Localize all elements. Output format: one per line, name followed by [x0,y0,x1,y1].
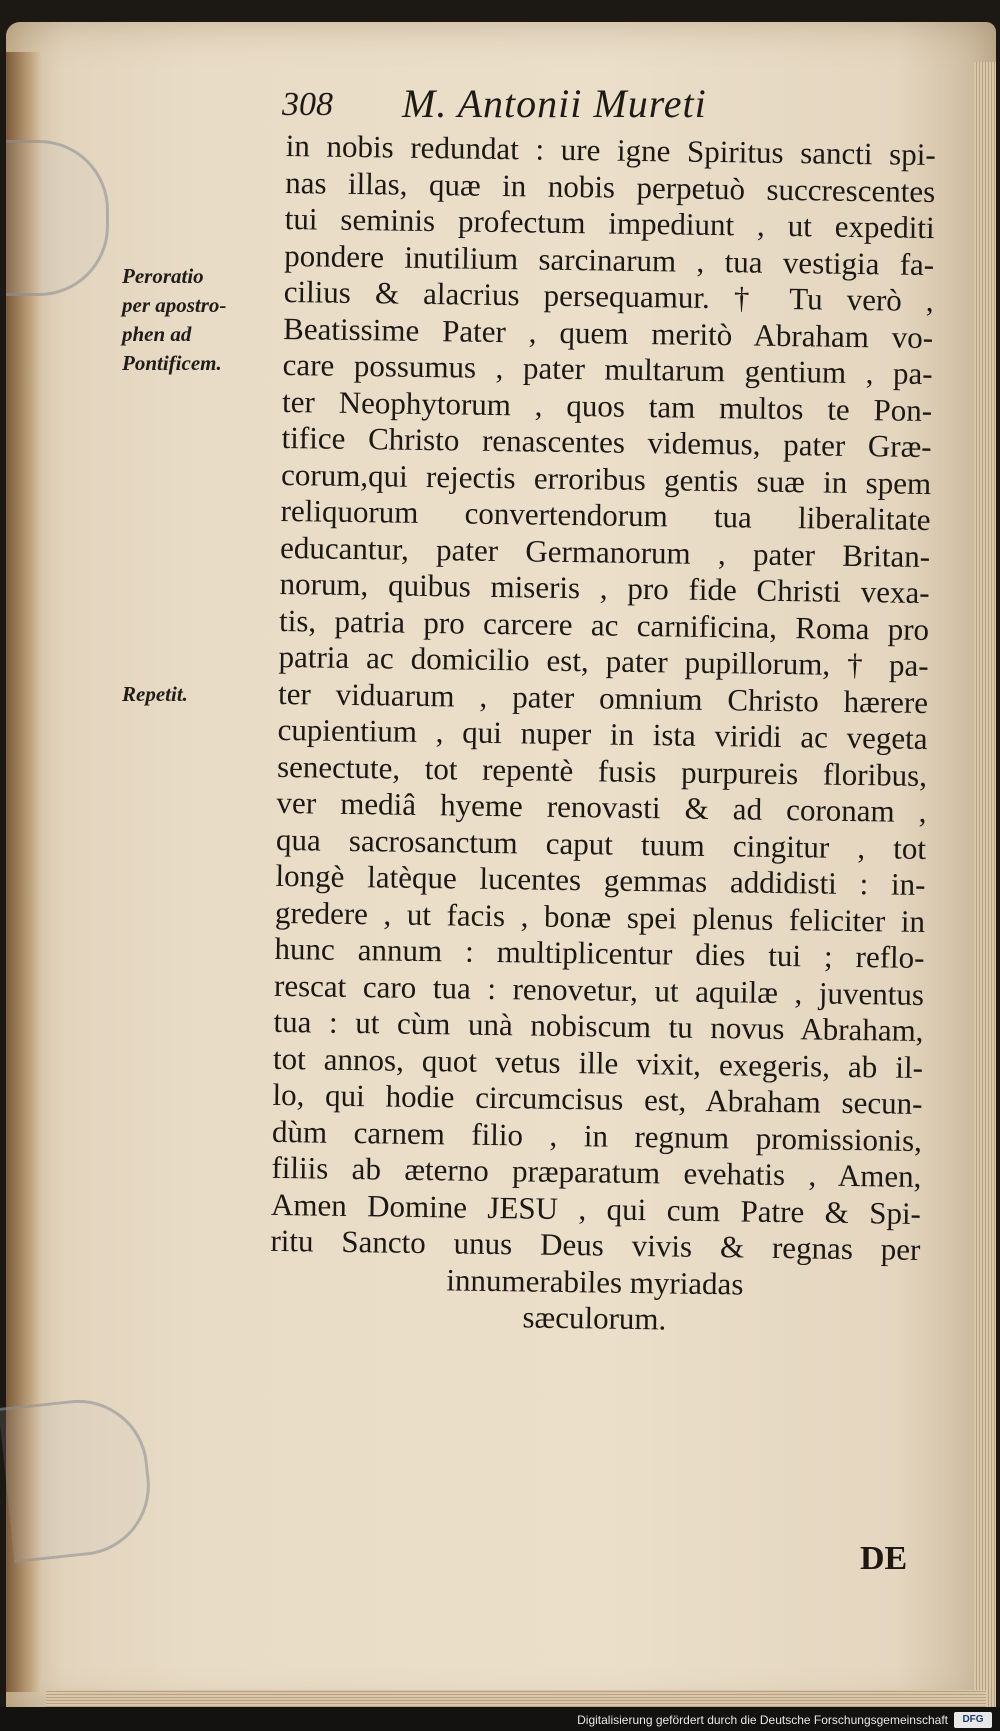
marginal-line: Pontificem. [122,351,222,375]
text-line: ritu Sancto unus Deus vivis & regnas per [270,1222,921,1267]
page-edge-right [974,62,996,1722]
text-line: care possumus , pater multarum gentium , pa- [282,346,933,392]
page-header [282,80,802,130]
text-line: tis, patria pro carcere ac carnificina, Roma pro [278,602,930,647]
text-line: cupientium , qui nuper in ista viridi ac vegeta [277,711,928,757]
text-line: longè latèque lucentes gemmas addidisti : in- [275,857,926,903]
text-line: reliquorum convertendorum tua liberalitate [280,492,931,538]
footer-credit: Digitalisierung gefördert durch die Deutsche Forschungsgemeinschaft [577,1713,948,1727]
text-line: nas illas, quæ in nobis perpetuò succrescentes [285,164,936,209]
dfg-logo: DFG [954,1712,992,1728]
text-line: lo, qui hodie circumcisus est, Abraham secun- [272,1076,923,1121]
page-clip-top [6,140,109,296]
text-line: qua sacrosanctum caput tuum cingitur , tot [275,821,927,866]
text-line: innumerabiles myriadas [446,1261,744,1301]
text-line: tua : ut cùm unà nobiscum tu novus Abraham, [273,1003,924,1048]
catchword: DE [860,1540,908,1577]
text-line: filiis ab æterno præparatum evehatis , Amen, [271,1149,922,1194]
page-number: 308 [282,86,333,123]
text-line: tui seminis profectum impediunt , ut expediti [284,200,935,246]
marginal-line: Repetit. [122,682,188,706]
text-line: educantur, pater Germanorum , pater Britan- [279,529,931,574]
text-line: tifice Christo renascentes videmus, pater Græ- [281,419,932,465]
footer-bar [0,1707,1000,1731]
text-line: norum, quibus miseris , pro fide Christi vexa- [279,565,930,611]
text-line: rescat caro tua : renovetur, ut aquilæ , juventus [273,967,925,1012]
page-clip-bottom [0,1393,157,1563]
text-line: Beatissime Pater , quem meritò Abraham vo- [282,310,934,355]
text-line: ter Neophytorum , quos tam multos te Pon- [281,383,933,428]
text-line: patria ac domicilio est, pater pupillorum, † pa- [278,638,929,684]
text-line: dùm carnem filio , in regnum promissionis, [271,1113,923,1158]
text-line: hunc annum : multiplicentur dies tui ; reflo- [274,930,925,975]
text-line: senectute, tot repentè fusis purpureis floribus, [276,748,928,793]
text-line: Amen Domine JESU , qui cum Patre & Spi- [270,1186,922,1231]
running-title: M. Antonii Mureti [402,81,707,126]
body-text [269,128,936,1341]
text-line: corum,qui rejectis erroribus gentis suæ in spem [280,456,932,501]
text-line: sæculorum. [522,1299,667,1337]
text-line: gredere , ut facis , bonæ spei plenus feliciter in [274,894,926,939]
marginal-note-peroratio [122,262,262,378]
marginal-note-repetit [122,680,262,709]
marginal-line: Peroratio [122,264,204,288]
text-line: pondere inutilium sarcinarum , tua vestigia fa- [283,237,935,282]
text-line: in nobis redundat : ure igne Spiritus sancti spi- [285,128,936,173]
marginal-line: phen ad [122,322,192,346]
text-line: ver mediâ hyeme renovasti & ad coronam , [276,784,927,830]
marginal-line: per apostro- [122,293,227,317]
text-line: ter viduarum , pater omnium Christo hærere [277,675,929,720]
text-line: cilius & alacrius persequamur. † Tu verò , [283,273,934,319]
text-line: tot annos, quot vetus ille vixit, exegeris, ab il- [272,1040,924,1085]
